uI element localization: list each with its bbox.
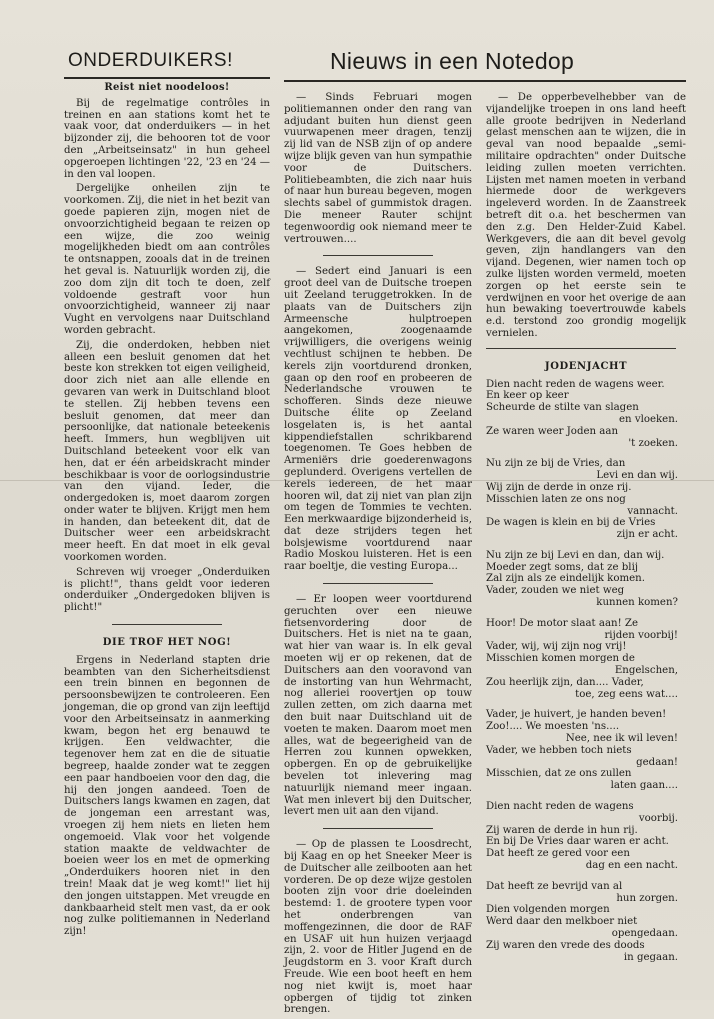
separator [323,583,433,584]
column-left [64,82,270,941]
poem-stanza [486,458,686,541]
paragraph: Ergens in Nederland stapten drie beambten van den Sicherheitsdienst een trein binnen en begonnen de persoonsbewijzen te controleeren. Een jongeman, die op grond van zijn leeftijd voor den Arbeitseinsatz in aanmerking kwam, begon het erg benauwd te krijgen. Een veldwachter, die tegenover hem zat en die de situatie begreep, haalde zonder wat te zeggen een paar handboeien voor den dag, die hij den jongen aandeed. Toen de Duitschers langs kwamen en zagen, dat de jongeman een arrestant was, vroegen zij hem niets en lieten hem ongemoeid. Vlak voor het volgende station maakte de veldwachter de boeien weer los en met de opmerking „Onderduikers hooren niet in den trein! Maak dat je weg komt!" liet hij den jongen uitstappen. Met vreugde en dankbaarheid stelt men vast, da er ook nog zulke politiemannen in Nederland zijn! [64,654,270,938]
separator [323,255,433,256]
poem-line: vannacht. [627,505,678,517]
poem-line: Vader, je huivert, je handen beven! [486,709,667,721]
poem-line: Dien nacht reden de wagens [486,801,634,813]
poem-heading: JODENJACHT [544,360,628,372]
article-trof [64,655,270,938]
poem-line: Misschien, dat ze ons zullen [486,768,632,780]
poem-line: Dien nacht reden de wagens weer. [486,378,665,390]
paragraph: — Er loopen weer voortdurend geruchten over een nieuwe fietsenvordering door de Duitschers. Het is niet na te gaan, wat hier van waar is. In elk geval moeten wij er op rekenen, dat de Duitschers aan den vooravond van de instorting van hun Wehrmacht, nog alleriei roovertjen op touw zullen zetten, om zich daarna met den buit naar Duitschland uit de voeten te maken. Daarom moet men alles, wat de begeerigheid van de Herren zou kunnen opwekken, opbergen. En op de gebruikelijke bevelen tot inlevering mag natuurlijk niemand meer ingaan. Wat men inlevert bij den Duitscher, levert men uit aan den vijand. [284,594,472,818]
poem-line: Hoor! De motor slaat aan! Ze [486,617,639,629]
paragraph: — Op de plassen te Loosdrecht, bij Kaag en op het Sneeker Meer is de Duitscher alle zeilbooten aan het vorderen. De op deze wijze gestolen booten zijn voor drie doeleinden bestemd: 1. de grootere typen voor het onderbrengen van moffengezinnen, die door de RAF en USAF uit hun huizen verjaagd zijn, 2. voor de Hitler Jugend en de Jeugdstorm en 3. voor Kraft durch Freude. Wie een boot heeft en hem nog niet kwijt is, moet haar opbergen of tijdig tot zinken brengen. [284,839,472,1016]
poem-line: hun zorgen. [616,892,678,904]
poem-line: Misschien komen morgen de [486,653,635,665]
poem-line: en vloeken. [618,413,678,425]
poem-line: En bij De Vries daar waren er acht. [486,836,669,848]
column-middle [284,92,472,1019]
poem-line: Misschien laten ze ons nog [486,493,626,505]
masthead-left-rule [64,77,270,79]
separator [323,828,433,829]
poem-line: Zij waren den vrede des doods [486,939,645,951]
poem-line: Nu zijn ze bij Levi en dan, dan wij. [486,549,665,561]
poem-line: gedaan! [636,756,678,768]
poem-line: Levi en dan wij. [596,470,678,482]
news-items-right [486,92,686,340]
poem-line: 't zoeken. [628,437,678,449]
poem-line: rijden voorbij! [604,629,678,641]
poem-line: kunnen komen? [596,597,678,609]
paragraph: Dergelijke onheilen zijn te voorkomen. Zij, die niet in het bezit van goede papieren zijn, mogen niet de onvoorzichtigheid begaan te reizen op een wijze, die zoo weinig mogelijkheden biedt om aan contrôles te ontsnappen, zooals dat in de treinen het geval is. Natuurlijk worden zij, die zoo dom zijn dit toch te doen, zelf voldoende gestraft voor hun onvoorzichtigheid, wanneer zij naar Vught en vervolgens naar Duitschland worden gebracht. [64,183,271,336]
poem-line: Zoo!.... We moesten 'ns.... [486,721,620,733]
masthead-left: ONDERDUIKERS! [68,50,233,71]
masthead-right-rule [284,80,686,82]
poem-line: Ze waren weer Joden aan [486,425,618,437]
poem-line: in gegaan. [623,951,678,963]
poem-line: Scheurde de stilte van slagen [486,402,639,414]
paragraph: Zij, die onderdoken, hebben niet alleen een besluit genomen dat het beste kon strekken tot eigen veiligheid, door zich niet aan alle ellende en gevaren van werk in Duitschland bloot te stellen. Zij hebben tevens een besluit genomen, dat meer dan persoonlijke, dat nationale beteekenis heeft. Immers, hun wegblijven uit Duitschland beteekent voor elk van hen, dat er één arbeidskracht minder beschikbaar is voor de oorlogsindustrie van den vijand. Ieder, die ondergedoken is, moet daarom zorgen onder water te blijven. Krijgt men hem in handen, dan beteekent dit, dat de Duitscher weer een arbeidskracht meer heeft. En dat moet in elk geval voorkomen worden. [64,339,270,564]
poem-line: De wagen is klein en bij de Vries [486,517,656,529]
poem-line: Moeder zegt soms, dat ze blij [486,561,638,573]
poem-line: Dat heeft ze bevrijd van al [486,880,623,892]
poem-line: Dat heeft ze gered voor een [486,848,630,860]
poem-line: toe, zeg eens wat.... [575,688,678,700]
poem-line: laten gaan.... [610,780,678,792]
poem-line: Vader, wij, wij zijn nog vrij! [486,641,627,653]
poem-line: Vader, zouden we niet weg [486,585,625,597]
poem-line: Nee, nee ik wil leven! [565,733,678,745]
poem-line: Zal zijn als ze eindelijk komen. [486,573,645,585]
poem-line: Nu zijn ze bij de Vries, dan [486,458,626,470]
poem-stanza [486,618,686,701]
poem-line: Wij zijn de derde in onze rij. [486,481,632,493]
masthead-right: Nieuws in een Notedop [330,48,575,74]
poem-line: voorbij. [638,812,678,824]
poem-line: Vader, we hebben toch niets [486,744,632,756]
article-heading: DIE TROF HET NOG! [102,637,232,649]
column-right [486,92,686,972]
poem-line: opengedaan. [611,928,678,939]
poem-line: Engelschen, [614,665,678,677]
poem-jodenjacht [486,379,686,964]
paragraph: Schreven wij vroeger „Onderduiken is plicht!", thans geldt voor iederen onderduiker „Ondergedoken blijven is plicht!" [64,566,270,614]
paragraph: — Sedert eind Januari is een groot deel van de Duitsche troepen uit Zeeland teruggetrokken. In de plaats van de Duitschers zijn Armeensche hulptroepen aangekomen, zoogenaamde vrijwilligers, die overigens weinig vechtlust schijnen te hebben. De kerels zijn voortdurend dronken, gaan op den roof en probeeren de Nederlandsche vrouwen te schofferen. Sinds deze nieuwe Duitsche élite op Zeeland losgelaten is, is het aantal kippendiefstallen schrikbarend toegenomen. Te Goes hebben de Armeniërs drie goederenwagons geplunderd. Overigens vertellen de kerels iedereen, de het maar hooren wil, dat zij niet van plan zijn om tegen de Tommies te vechten. Een merkwaardige bijzonderheid is, dat deze strijders tegen het bolsjewisme voortdurend naar Radio Moskou luisteren. Het is een raar boeltje, die vesting Europa... [284,266,472,573]
poem-stanza [486,550,686,609]
poem-stanza [486,709,686,792]
separator [486,348,676,349]
poem-line: En keer op keer [486,390,569,402]
poem-line: Werd daar den melkboer niet [486,916,638,928]
news-items-middle [284,92,472,1016]
poem-stanza [486,881,686,964]
poem-line: Zij waren de derde in hun rij. [486,824,638,836]
poem-line: Dien volgenden morgen [486,904,610,916]
article-subhead: Reist niet noodeloos! [104,82,230,93]
paragraph: Bij de regelmatige contrôles in treinen en aan stations komt het te vaak voor, dat onderduikers — in het bijzonder zij, die behooren tot de voor den „Arbeitseinsatz" in hun geheel opgeroepen lichtingen '22, '23 en '24 — in den val loopen. [64,97,270,180]
separator [112,624,222,625]
article-onderduikers [64,98,270,614]
poem-line: Zou heerlijk zijn, dan.... Vader, [486,676,644,688]
paragraph: — Sinds Februari mogen politiemannen onder den rang van adjudant buiten hun dienst geen vuurwapenen meer dragen, tenzij zij lid van de NSB zijn of op andere wijze blijk geven van hun sympathie voor de Duitschers. Politiebeambten, die zich naar huis of naar hun bureau begeven, mogen slechts sabel of gummistok dragen. Die meneer Rauter schijnt tegenwoordig ook niemand meer te vertrouwen.... [284,92,472,245]
paragraph: — De opperbevelhebber van de vijandelijke troepen in ons land heeft alle groote bedrijven in Nederland gelast menschen aan te wijzen, die in geval van nood bepaalde „semi-militaire opdrachten" onder Duitsche leiding zullen moeten verrichten. Lijsten met namen moeten in verband hiermede door de werkgevers ingeleverd worden. In de Zaanstreek betreft dit o.a. het beschermen van den z.g. Den Helder-Zuid Kabel. Werkgevers, die aan dit bevel gevolg geven, zijn handlangers van den vijand. Degenen, wier namen toch op zulke lijsten worden vermeld, moeten zorgen op het eerste sein te verdwijnen en voor het overige de aan hun bewaking toevertrouwde kabels e.d. terstond zoo grondig mogelijk vernielen. [486,92,686,339]
poem-stanza [486,801,686,872]
poem-line: zijn er acht. [616,529,678,541]
poem-stanza [486,379,686,450]
poem-line: dag en een nacht. [585,860,678,872]
